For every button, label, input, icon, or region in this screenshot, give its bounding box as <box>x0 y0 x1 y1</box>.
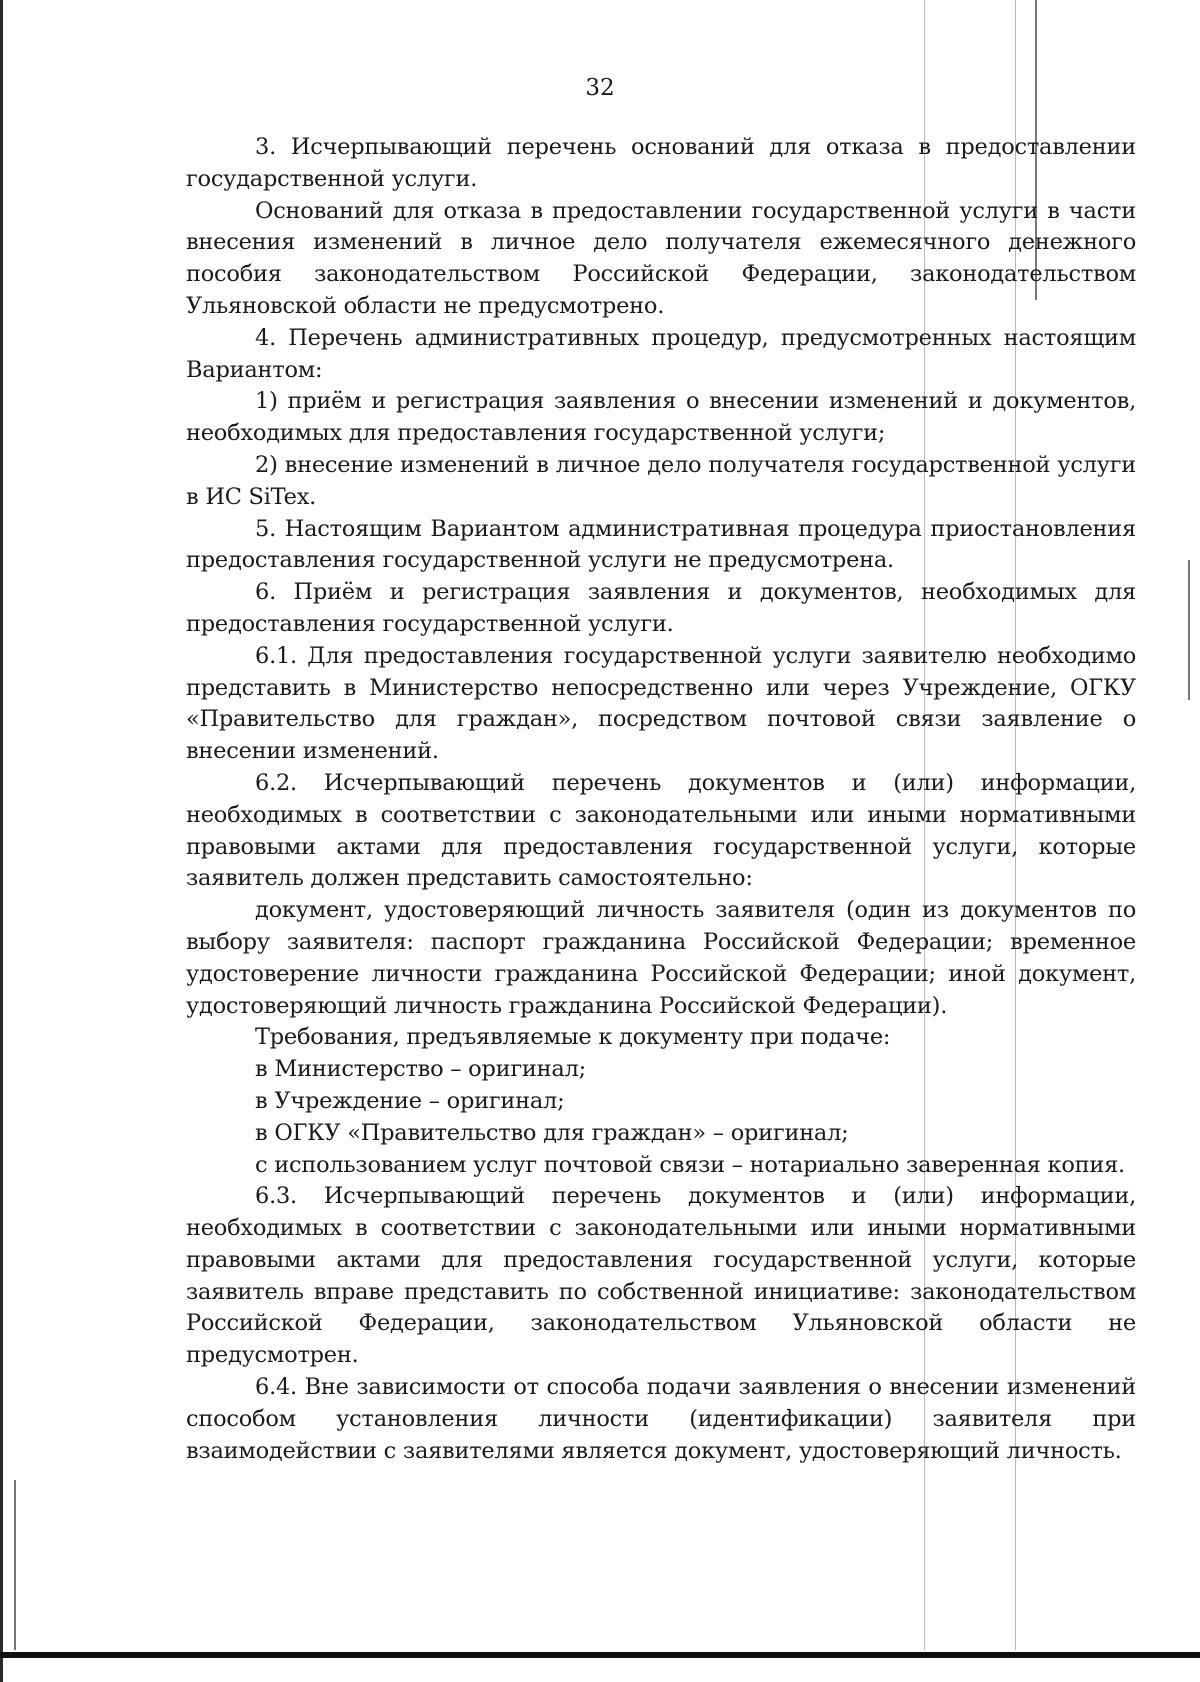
document-body <box>186 132 1136 1467</box>
paragraph: с использованием услуг почтовой связи – нотариально заверенная копия. <box>255 1151 1125 1178</box>
paragraph: 6.1. Для предоставления государственной услуги заявителю необходимо представить в Министерство непосредственно или через Учреждение, ОГКУ «Правительство для граждан», посредством почтовой связи заявление о внесении изменений. <box>186 642 1136 765</box>
scan-artifact-line <box>1188 560 1190 700</box>
scan-left-edge <box>0 0 3 1682</box>
paragraph: 6.3. Исчерпывающий перечень документов и (или) информации, необходимых в соответствии с законодательными или иными нормативными правовыми актами для предоставления государственной услуги, которые заявитель вправе представить по собственной инициативе: законодательством Российской Федерации, законодательством Ульяновской области не предусмотрен. <box>186 1183 1136 1369</box>
paragraph: 6. Приём и регистрация заявления и документов, необходимых для предоставления государственной услуги. <box>186 579 1136 637</box>
paragraph: Оснований для отказа в предоставлении государственной услуги в части внесения изменений в личное дело получателя ежемесячного денежного пособия законодательством Российской Федерации, законодательством Ульяновской области не предусмотрено. <box>186 197 1136 319</box>
paragraph: в Министерство – оригинал; <box>255 1056 586 1083</box>
scan-bottom-border <box>0 1652 1200 1658</box>
paragraph: 3. Исчерпывающий перечень оснований для отказа в предоставлении государственной услуги. <box>186 134 1136 192</box>
paragraph: 6.2. Исчерпывающий перечень документов и (или) информации, необходимых в соответствии с законодательными или иными нормативными правовыми актами для предоставления государственной услуги, которые заявитель должен представить самостоятельно: <box>186 769 1136 892</box>
paragraph: 2) внесение изменений в личное дело получателя государственной услуги в ИС SiTex. <box>186 451 1136 510</box>
page-number: 32 <box>585 75 615 101</box>
paragraph: в ОГКУ «Правительство для граждан» – оригинал; <box>255 1119 849 1146</box>
paragraph: 6.4. Вне зависимости от способа подачи заявления о внесении изменений способом установления личности (идентификации) заявителя при взаимодействии с заявителями является документ, удостоверяющий личность. <box>186 1374 1136 1464</box>
paragraph: 1) приём и регистрация заявления о внесении изменений и документов, необходимых для предоставления государственной услуги; <box>186 388 1136 447</box>
scan-artifact-line <box>14 1480 16 1650</box>
paragraph: в Учреждение – оригинал; <box>255 1087 565 1114</box>
paragraph: 4. Перечень административных процедур, предусмотренных настоящим Вариантом: <box>186 324 1136 383</box>
paragraph: Требования, предъявляемые к документу при подаче: <box>255 1024 891 1051</box>
paragraph: документ, удостоверяющий личность заявителя (один из документов по выбору заявителя: паспорт гражданина Российской Федерации; временное удостоверение личности гражданина Российской Федерации; иной документ, удостоверяющий личность гражданина Российской Федерации). <box>186 897 1136 1019</box>
paragraph: 5. Настоящим Вариантом административная процедура приостановления предоставления государственной услуги не предусмотрена. <box>186 515 1136 574</box>
